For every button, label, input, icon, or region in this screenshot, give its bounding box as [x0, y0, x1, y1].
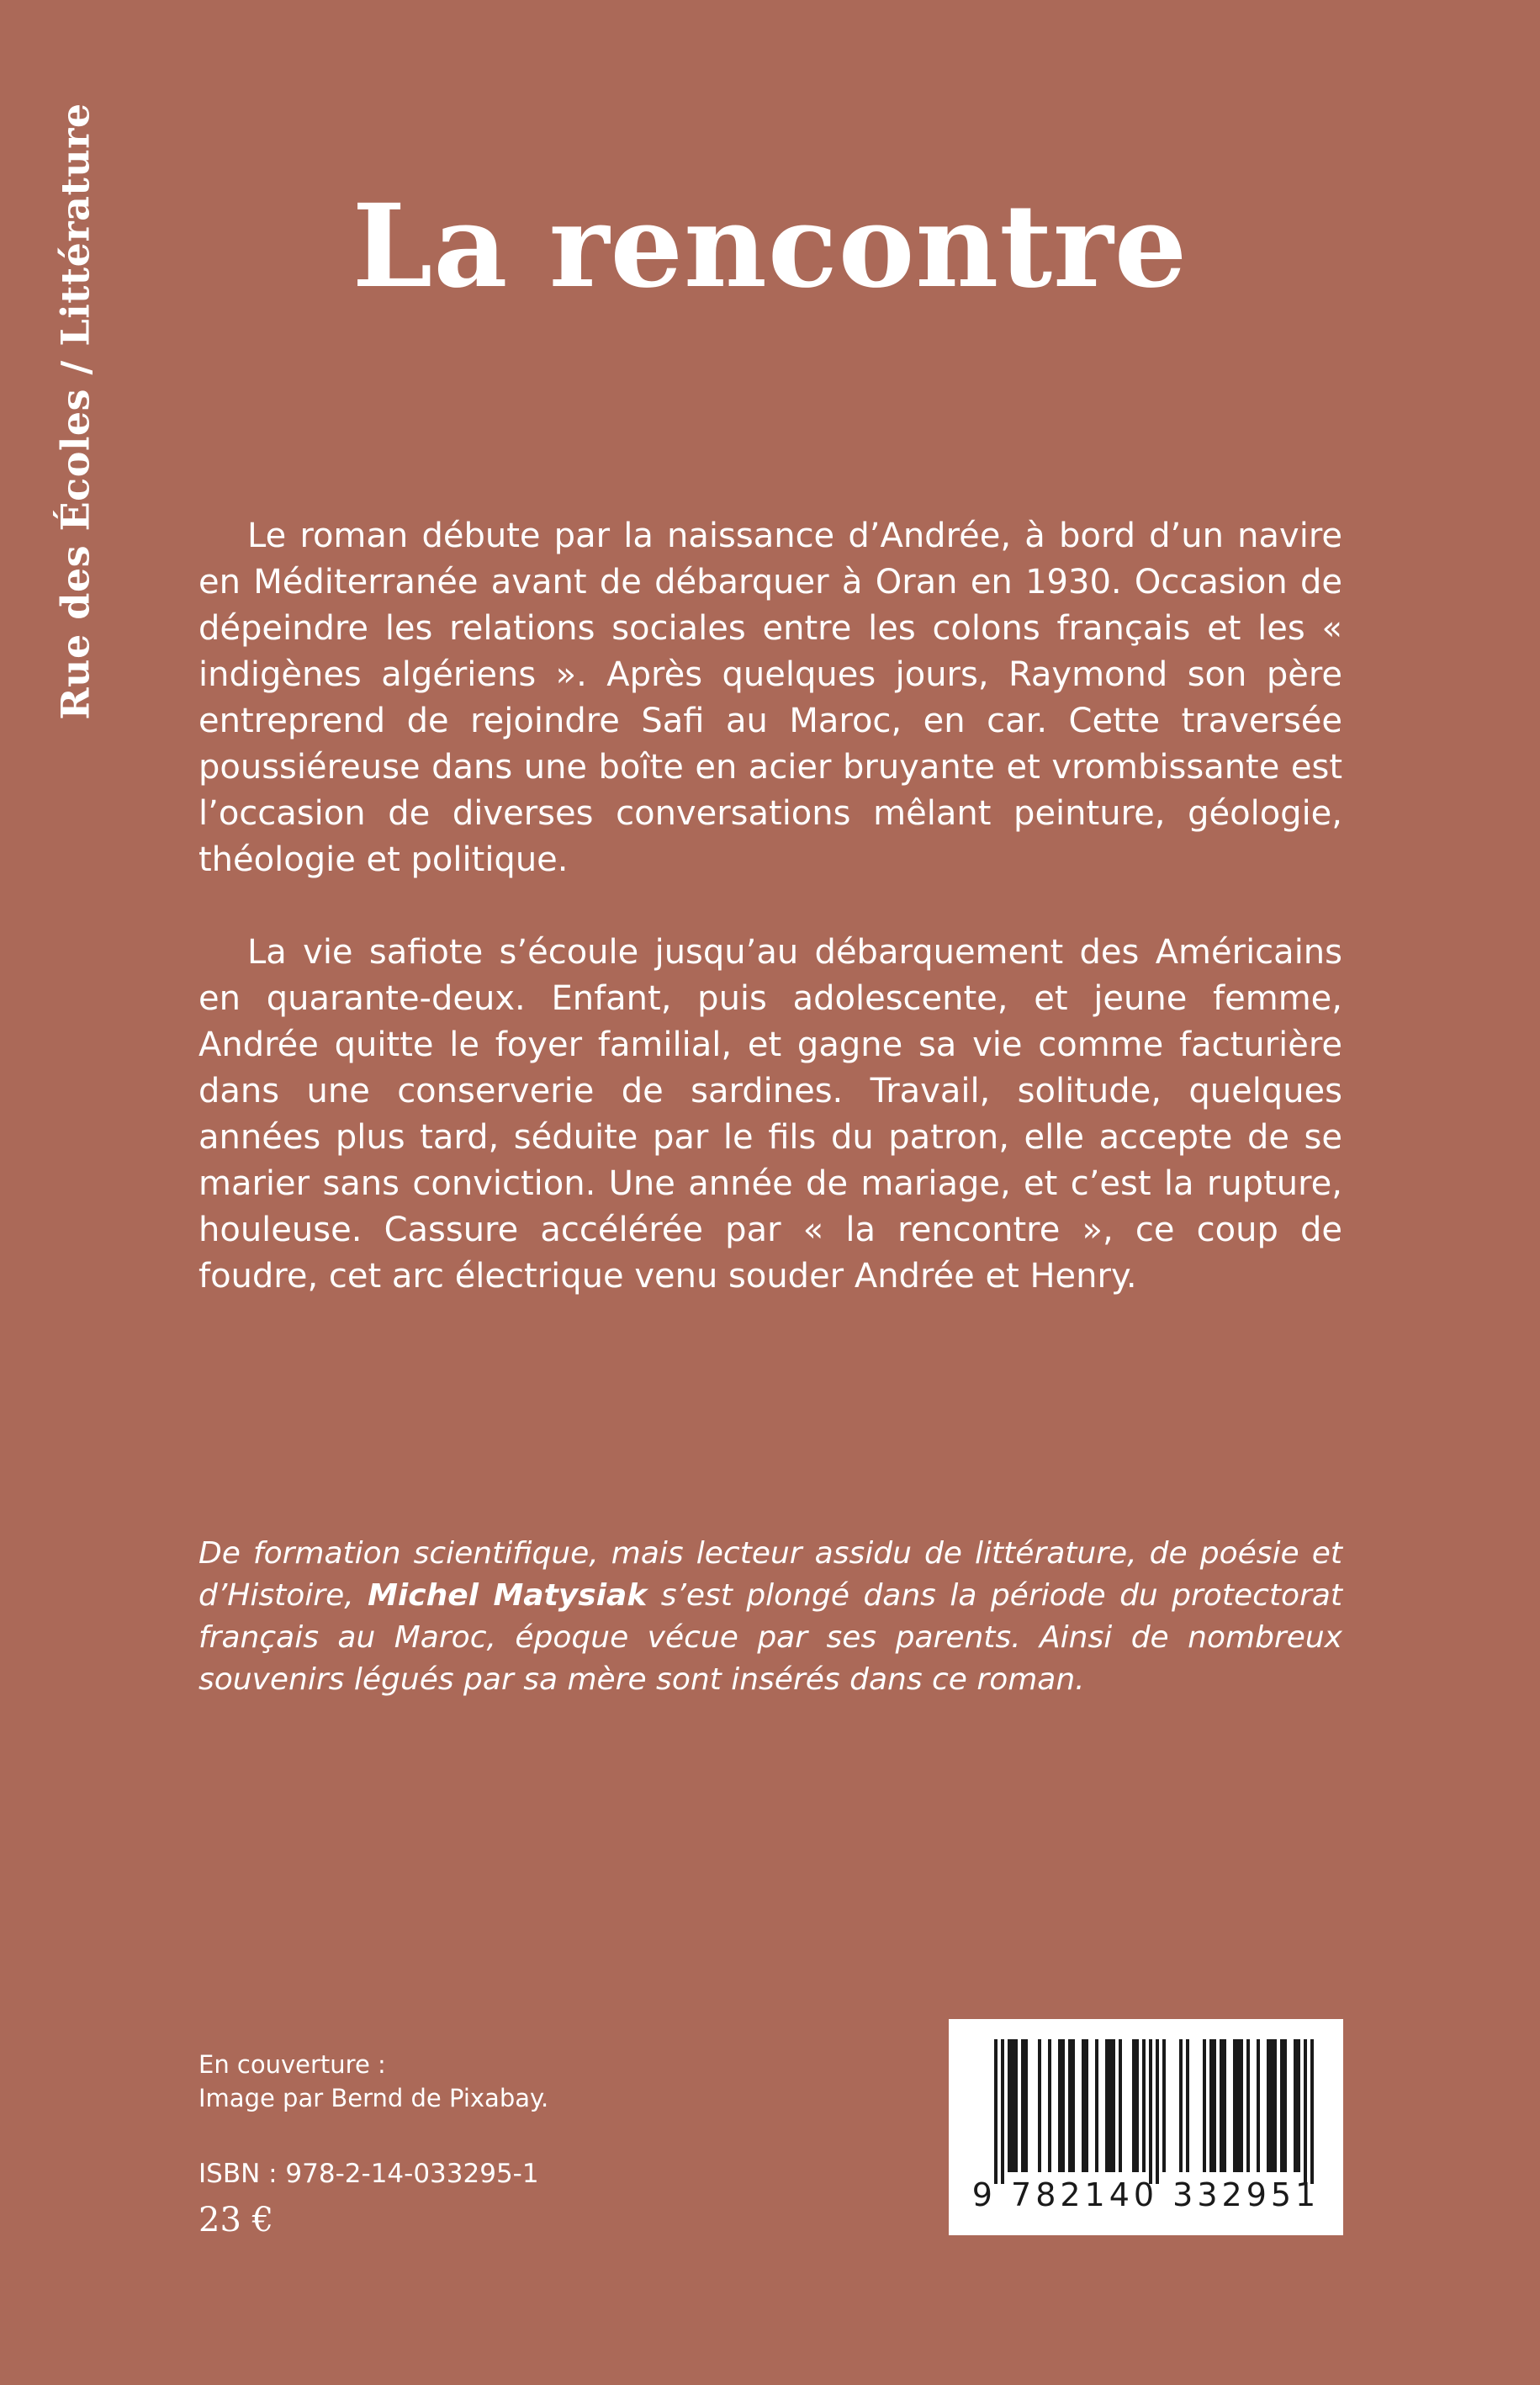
barcode-bar: [1283, 2039, 1287, 2172]
barcode-bar: [1156, 2039, 1159, 2184]
barcode-bar: [1085, 2039, 1088, 2172]
barcode-bar: [1024, 2039, 1028, 2172]
barcode-bar: [1082, 2039, 1085, 2172]
bio-text: s’est plongé dans la période du protectorat français au Maroc, époque vécue par ses parents. Ainsi de nombreux souvenirs légués par sa mère sont insérés dans ce roman.: [198, 1578, 1342, 1697]
barcode-bar: [1179, 2039, 1183, 2172]
barcode-bar: [1011, 2039, 1014, 2172]
summary-paragraph: Le roman débute par la naissance d’Andrée, à bord d’un navire en Méditerranée avant de débarquer à Oran en 1930. Occasion de dépeindre les relations sociales entre les colons français et les « indigènes algériens ». Après quelques jours, Raymond son père entreprend de rejoindre Safi au Maroc, en car. Cette traversée poussiéreuse dans une boîte en acier bruyante et vrombissante est l’occasion de diverses conversations mêlant peinture, géologie, théologie et politique.: [198, 517, 1342, 879]
barcode-bar: [1068, 2039, 1072, 2172]
price: 23 €: [198, 2201, 274, 2239]
barcode-bar: [1280, 2039, 1283, 2172]
bio-text: De formation scientifique, mais lecteur assidu de littérature, de poésie et d’Histoire,: [198, 1536, 1342, 1613]
barcode-bar: [1162, 2039, 1166, 2172]
summary: [198, 513, 1342, 1346]
barcode-bar: [1058, 2039, 1061, 2172]
barcode-bar: [1132, 2039, 1135, 2172]
isbn: ISBN : 978-2-14-033295-1: [198, 2159, 539, 2189]
barcode-digits: 9 782140 332951: [971, 2176, 1320, 2213]
barcode-bar: [1061, 2039, 1065, 2172]
barcode-bar: [994, 2039, 998, 2184]
barcode-bar: [1273, 2039, 1277, 2172]
barcode-bar: [1236, 2039, 1240, 2172]
barcode-bar: [1135, 2039, 1139, 2172]
barcode-bar: [1267, 2039, 1270, 2172]
barcode-bar: [1220, 2039, 1223, 2172]
barcode-bar: [1310, 2039, 1314, 2184]
barcode-bar: [1186, 2039, 1189, 2172]
barcode-bar: [1213, 2039, 1216, 2172]
barcode-bar: [1048, 2039, 1051, 2172]
barcode-bar: [1001, 2039, 1004, 2184]
cover-credit: [198, 2048, 548, 2115]
barcode-bar: [1038, 2039, 1041, 2172]
author-name: Michel Matysiak: [368, 1578, 648, 1613]
barcode-bar: [1257, 2039, 1260, 2172]
barcode-bar: [1014, 2039, 1018, 2172]
barcode-bar: [1203, 2039, 1206, 2172]
barcode-bar: [1294, 2039, 1297, 2172]
cover-credit-label: En couverture :: [198, 2050, 386, 2079]
barcode-bar: [1304, 2039, 1307, 2184]
barcode-bar: [1233, 2039, 1236, 2172]
summary-paragraph: La vie safiote s’écoule jusqu’au débarquement des Américains en quarante-deux. Enfant, puis adolescente, et jeune femme, Andrée quitte le foyer familial, et gagne sa vie comme facturière dans une conserverie de sardines. Travail, solitude, quelques années plus tard, séduite par le fils du patron, elle accepte de se marier sans conviction. Une année de mariage, et c’est la rupture, houleuse. Cassure accélérée par « la rencontre », ce coup de foudre, cet arc électrique venu souder Andrée et Henry.: [198, 933, 1342, 1296]
barcode-bar: [1246, 2039, 1250, 2172]
barcode-bar: [1240, 2039, 1243, 2172]
author-bio: [198, 1533, 1342, 1701]
barcode-bar: [1270, 2039, 1273, 2172]
barcode: [949, 2019, 1343, 2235]
barcode-bar: [1209, 2039, 1213, 2172]
barcode-bar: [1109, 2039, 1112, 2172]
barcode-bar: [1105, 2039, 1109, 2172]
barcode-bar: [1223, 2039, 1226, 2172]
barcode-bar: [1112, 2039, 1115, 2172]
book-title: La rencontre: [352, 179, 1188, 314]
barcode-bar: [1297, 2039, 1300, 2172]
barcode-bar: [1142, 2039, 1146, 2172]
barcode-bar: [1072, 2039, 1075, 2172]
series-text: Rue des Écoles / Littérature: [53, 103, 98, 720]
barcode-bar: [1021, 2039, 1024, 2172]
barcode-bar: [1008, 2039, 1011, 2172]
barcode-bar: [1149, 2039, 1152, 2184]
barcode-bar: [1119, 2039, 1122, 2172]
barcode-bar: [1095, 2039, 1098, 2172]
cover-credit-text: Image par Bernd de Pixabay.: [198, 2084, 549, 2112]
